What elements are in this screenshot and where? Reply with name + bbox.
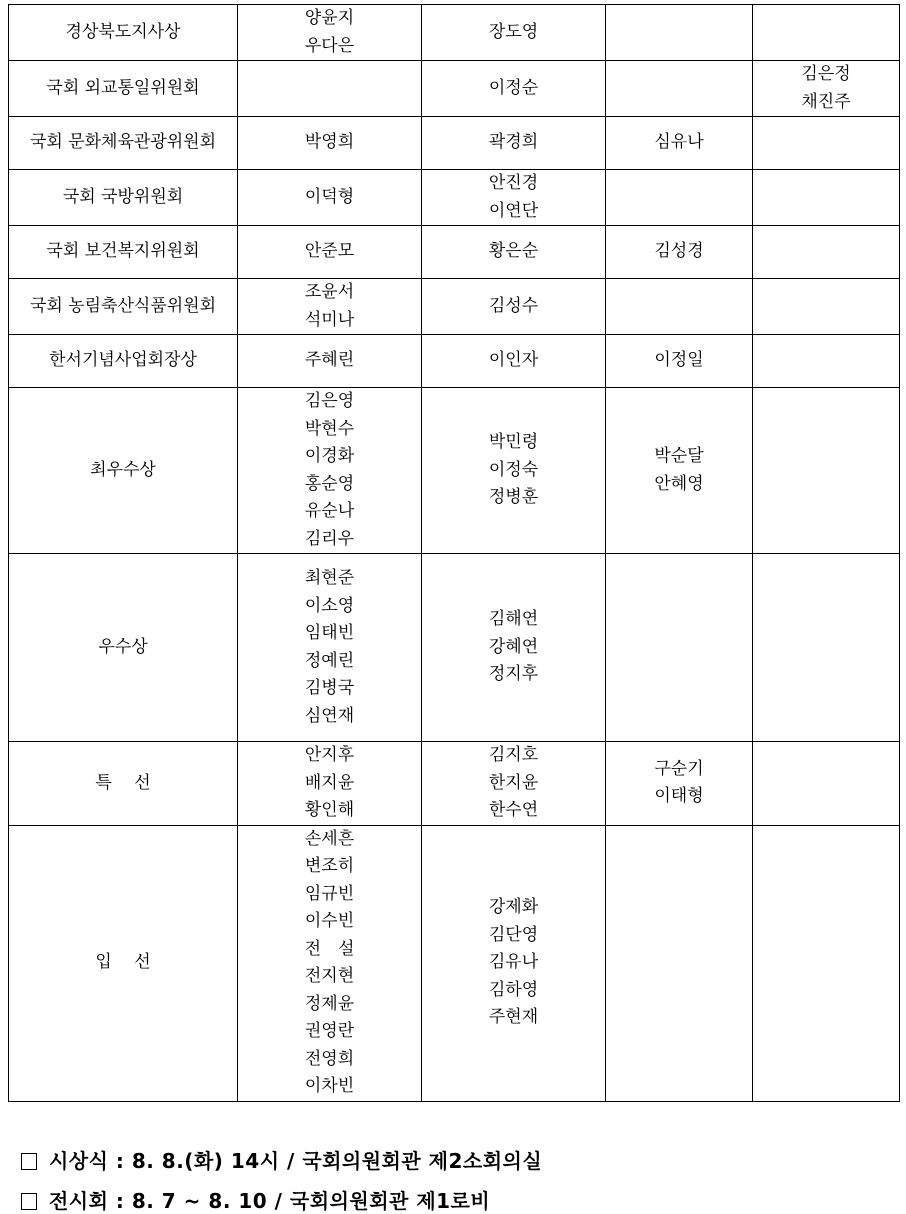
name-cell-c3: [606, 117, 753, 170]
name-cell-c1: [238, 170, 422, 226]
name-cell-c4: [753, 170, 900, 226]
winner-name: 박현수: [304, 418, 355, 439]
name-cell-c3: [606, 825, 753, 1101]
name-cell-c4: [753, 61, 900, 117]
table-row: [9, 279, 900, 335]
winner-name: 이정순: [488, 77, 539, 98]
winner-name: 이수빈: [304, 911, 355, 931]
winner-name: 안지후: [304, 745, 355, 765]
award-category: 국회 국방위원회: [9, 170, 238, 226]
winner-name: 임태빈: [304, 623, 355, 643]
winner-name: 박순달: [654, 446, 704, 466]
name-cell-c2: [422, 335, 606, 388]
winner-name: 최현준: [304, 568, 355, 588]
winner-name: 주혜린: [304, 350, 355, 371]
winner-name: 정병훈: [488, 487, 539, 508]
winner-name: 전 설: [304, 938, 355, 959]
name-cell-c1: [238, 388, 422, 554]
award-category: 우수상: [9, 554, 238, 742]
winner-name: 안준모: [304, 241, 355, 262]
winner-name: 곽경희: [488, 132, 539, 153]
checkbox-square-icon: [21, 1193, 37, 1210]
name-cell-c2: [422, 742, 606, 826]
winner-name: 변조히: [304, 856, 355, 876]
name-cell-c2: [422, 388, 606, 554]
winner-name: 강혜연: [488, 636, 539, 657]
winner-name: 안혜영: [654, 473, 704, 494]
name-cell-c3: [606, 554, 753, 742]
winner-name: 이연단: [488, 200, 539, 221]
name-cell-c3: [606, 335, 753, 388]
winner-name: 이덕형: [304, 186, 355, 207]
winner-name: 석미나: [304, 309, 355, 330]
award-category: 국회 문화체육관광위원회: [9, 117, 238, 170]
winner-name: 양윤지: [304, 8, 355, 28]
name-cell-c2: [422, 554, 606, 742]
table-row: [9, 61, 900, 117]
winner-name: 강제화: [488, 897, 539, 918]
name-cell-c2: [422, 825, 606, 1101]
name-cell-c2: [422, 5, 606, 61]
exhibition-line: [6, 1161, 490, 1214]
winner-name: 김은정: [801, 64, 851, 84]
name-cell-c1: [238, 61, 422, 117]
winner-name: 임규빈: [304, 883, 355, 904]
winner-name: 박영희: [304, 132, 355, 153]
table-row: [9, 554, 900, 742]
name-cell-c1: [238, 554, 422, 742]
table-row: [9, 388, 900, 554]
winner-name: 이인자: [488, 350, 539, 371]
winner-name: 김리우: [304, 528, 355, 549]
winner-name: 한지윤: [488, 772, 539, 793]
award-table: [8, 4, 900, 1102]
exhibition-text: 전시회 : 8. 7 ~ 8. 10 / 국회의원회관 제1로비: [48, 1189, 491, 1213]
winner-name: 전영희: [304, 1048, 355, 1069]
name-cell-c1: [238, 226, 422, 279]
award-category: 특 선: [9, 742, 238, 826]
winner-name: 심연재: [304, 705, 355, 726]
winner-name: 이정숙: [488, 459, 539, 480]
winner-name: 안진경: [488, 173, 539, 193]
winner-name: 전지현: [304, 966, 355, 986]
winner-name: 홍순영: [304, 473, 355, 494]
winner-name: 이태형: [654, 786, 704, 807]
winner-name: 이정일: [654, 350, 704, 371]
name-cell-c2: [422, 117, 606, 170]
winner-name: 한수연: [488, 800, 539, 820]
award-category: 국회 외교통일위원회: [9, 61, 238, 117]
winner-name: 김하영: [488, 979, 539, 1000]
name-cell-c3: [606, 279, 753, 335]
winner-name: 정지후: [488, 664, 539, 685]
name-cell-c1: [238, 335, 422, 388]
table-row: [9, 825, 900, 1101]
winner-name: 이경화: [304, 446, 355, 466]
name-cell-c3: [606, 742, 753, 826]
table-row: [9, 5, 900, 61]
winner-name: 황은순: [488, 241, 539, 262]
winner-name: 김성수: [488, 295, 539, 316]
name-cell-c1: [238, 742, 422, 826]
winner-name: 김해연: [488, 609, 539, 630]
name-cell-c4: [753, 825, 900, 1101]
name-cell-c4: [753, 742, 900, 826]
name-cell-c3: [606, 226, 753, 279]
winner-name: 김성경: [654, 241, 704, 262]
winner-name: 정제윤: [304, 993, 355, 1014]
name-cell-c2: [422, 279, 606, 335]
name-cell-c1: [238, 279, 422, 335]
name-cell-c4: [753, 279, 900, 335]
winner-name: 권영란: [304, 1021, 355, 1041]
winner-name: 조윤서: [304, 282, 355, 302]
award-category: 국회 농림축산식품위원회: [9, 279, 238, 335]
name-cell-c4: [753, 554, 900, 742]
name-cell-c2: [422, 226, 606, 279]
winner-name: 김은영: [304, 391, 355, 411]
winner-name: 심유나: [654, 132, 704, 153]
winner-name: 김병국: [304, 678, 355, 698]
name-cell-c4: [753, 226, 900, 279]
winner-name: 손세흔: [304, 828, 355, 849]
award-category: 최우수상: [9, 388, 238, 554]
winner-name: 주현재: [488, 1007, 539, 1028]
table-row: [9, 170, 900, 226]
table-row: [9, 117, 900, 170]
winner-name: 구순기: [654, 758, 704, 779]
winner-name: 정예린: [304, 650, 355, 671]
winner-name: 우다은: [304, 35, 355, 56]
award-category: 한서기념사업회장상: [9, 335, 238, 388]
name-cell-c1: [238, 5, 422, 61]
award-table-body: [9, 5, 900, 1102]
winner-name: 이소영: [304, 595, 355, 616]
winner-name: 유순나: [304, 501, 355, 521]
name-cell-c4: [753, 388, 900, 554]
winner-name: 박민령: [488, 432, 539, 453]
name-cell-c3: [606, 5, 753, 61]
name-cell-c3: [606, 388, 753, 554]
winner-name: 김단영: [488, 924, 539, 945]
winner-name: 이차빈: [304, 1076, 355, 1096]
award-category: 입 선: [9, 825, 238, 1101]
table-row: [9, 226, 900, 279]
winner-name: 황인해: [304, 800, 355, 820]
name-cell-c2: [422, 61, 606, 117]
award-category: 국회 보건복지위원회: [9, 226, 238, 279]
name-cell-c3: [606, 170, 753, 226]
winner-name: 배지윤: [304, 772, 355, 793]
winner-name: 채진주: [801, 91, 851, 112]
name-cell-c1: [238, 825, 422, 1101]
name-cell-c2: [422, 170, 606, 226]
name-cell-c4: [753, 335, 900, 388]
table-row: [9, 742, 900, 826]
table-row: [9, 335, 900, 388]
name-cell-c3: [606, 61, 753, 117]
winner-name: 김지호: [488, 745, 539, 765]
name-cell-c4: [753, 117, 900, 170]
winner-name: 장도영: [488, 21, 539, 42]
ceremony-text: 시상식 : 8. 8.(화) 14시 / 국회의원회관 제2소회의실: [48, 1149, 543, 1173]
name-cell-c4: [753, 5, 900, 61]
award-category: 경상북도지사상: [9, 5, 238, 61]
winner-name: 김유나: [488, 952, 539, 973]
name-cell-c1: [238, 117, 422, 170]
